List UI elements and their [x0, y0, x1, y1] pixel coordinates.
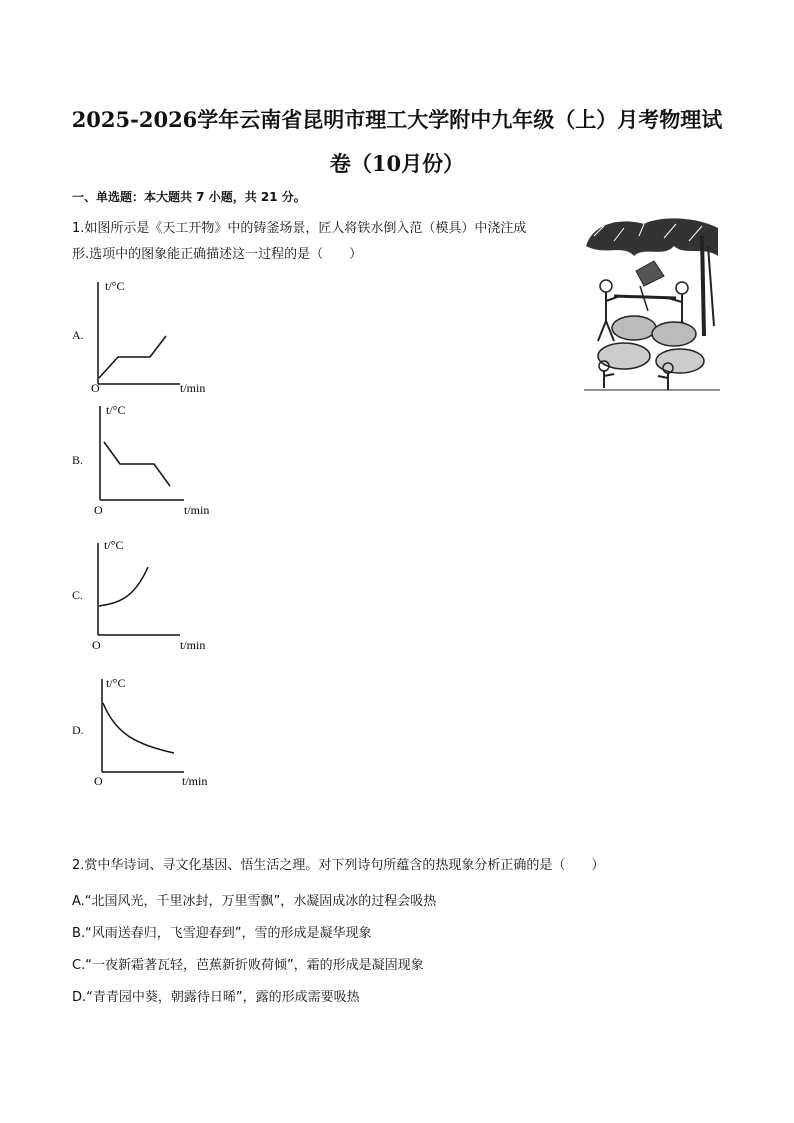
tiangong-kaiwu-illustration: [584, 216, 720, 392]
question-2-stem: 2.赏中华诗词、寻文化基因、悟生活之理。对下列诗句所蕴含的热现象分析正确的是（ ）: [72, 858, 605, 873]
option-a-origin: O: [91, 381, 100, 392]
question-1-line-1: 1.如图所示是《天工开物》中的铸釜场景，匠人将铁水倒入范（模具）中浇注成: [72, 221, 527, 236]
title-line-1: 2025-2026学年云南省昆明市理工大学附中九年级（上）月考物理试: [71, 107, 723, 132]
option-d-letter: D.: [72, 723, 84, 737]
question-2-option-b[interactable]: B.“风雨送春归，飞雪迎春到”，雪的形成是凝华现象: [72, 926, 372, 941]
option-d-graph[interactable]: [88, 669, 218, 793]
option-a-letter: A.: [72, 328, 84, 342]
question-2-option-c[interactable]: C.“一夜新霜著瓦轻，芭蕉新折败荷倾”，霜的形成是凝固现象: [72, 958, 424, 973]
option-b-ylabel: t/°C: [106, 403, 126, 417]
option-d-xlabel: t/min: [182, 774, 208, 788]
option-b-origin: O: [94, 503, 103, 517]
option-d-curve: [103, 703, 174, 753]
option-a-xlabel: t/min: [180, 381, 206, 392]
option-a-graph[interactable]: [88, 272, 218, 392]
question-1-line-2: 形.选项中的图象能正确描述这一过程的是（ ）: [72, 247, 363, 262]
option-c-letter: C.: [72, 588, 84, 602]
option-c-curve: [99, 567, 148, 606]
option-d-origin: O: [94, 774, 103, 788]
option-a-curve: [99, 336, 166, 378]
question-2-option-d[interactable]: D.“青青园中葵，朝露待日晞”，露的形成需要吸热: [72, 990, 360, 1005]
question-2-option-a[interactable]: A.“北国风光，千里冰封，万里雪飘”，水凝固成冰的过程会吸热: [72, 894, 437, 909]
question-1-stem: [72, 216, 552, 268]
option-a-ylabel: t/°C: [105, 279, 125, 293]
option-d-ylabel: t/°C: [106, 676, 126, 690]
option-c-xlabel: t/min: [180, 638, 206, 652]
option-b-graph[interactable]: [88, 398, 218, 520]
option-b-xlabel: t/min: [184, 503, 210, 517]
title-line-2: 卷（10月份）: [329, 151, 465, 176]
document-title: [60, 98, 734, 186]
option-c-graph[interactable]: [88, 533, 218, 655]
section-heading: 一、单选题：本大题共 7 小题，共 21 分。: [72, 190, 306, 204]
option-b-letter: B.: [72, 453, 84, 467]
option-c-origin: O: [92, 638, 101, 652]
option-c-ylabel: t/°C: [104, 538, 124, 552]
option-b-curve: [104, 442, 170, 486]
